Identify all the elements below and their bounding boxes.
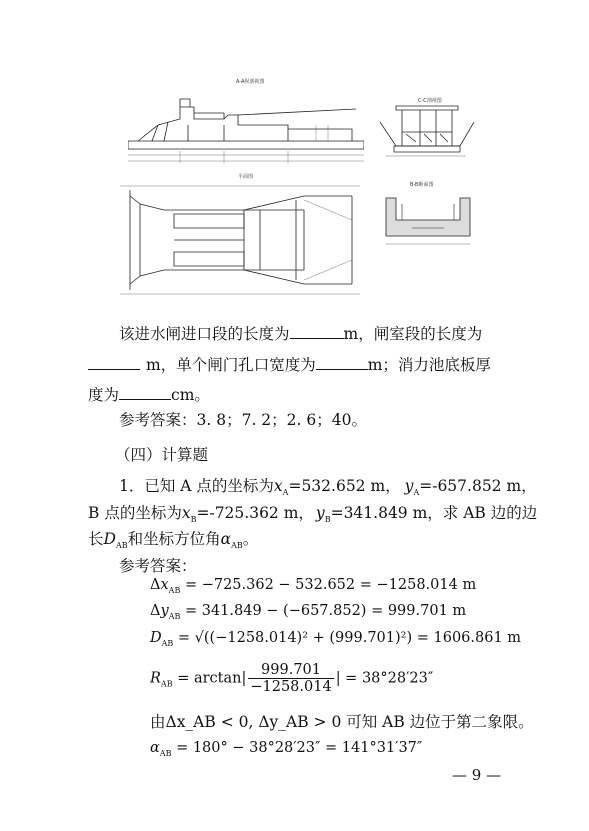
r-fraction: $\frac{999.701}{-1258.014}$ [250, 662, 332, 695]
solution-alpha: $\alpha_{AB} = 180^\circ - 38^\circ 28'23'' = 141^\circ 31'37''$ [150, 740, 423, 758]
drawing-title-plan: 平面图 [238, 174, 254, 180]
section-heading: （四）计算题 [115, 446, 209, 464]
drawing-title-longitudinal: A-A纵剖视图 [236, 79, 265, 85]
solution-quadrant: 由Δx_AB < 0, Δy_AB > 0 可知 AB 边位于第二象限。 [150, 713, 534, 731]
answer-label: 参考答案： [119, 557, 197, 575]
answer-blank-slab-thickness[interactable] [119, 385, 171, 400]
answer-blank-entry-length[interactable] [290, 324, 344, 339]
page-number: — 9 — [452, 766, 502, 784]
solution-dy: $\Delta y_{AB} = 341.849 - (-657.852) = 999.701$ m [150, 603, 467, 621]
section-bb-drawing [382, 190, 474, 250]
drawing-title-section-cc: C-C剖视图 [418, 98, 442, 104]
problem-line-3: 长$D_{AB}$和坐标方位角$\alpha_{AB}$。 [88, 530, 259, 551]
drawing-title-section-bb: B-B断面图 [410, 182, 434, 188]
solution-r: $R_{AB} = \arctan|$ $\frac{999.701}{-1258.014}$ | = 38°28′23″ [150, 662, 434, 695]
question-line-2: m，单个闸门孔口宽度为 m；消力池底板厚 [88, 353, 491, 375]
reference-answer-1: 参考答案：3. 8；7. 2；2. 6；40。 [119, 411, 367, 429]
problem-line-1: 1．已知 A 点的坐标为$x_A=532.652$ m， $y_A=-657.852$ m， [119, 477, 537, 498]
solution-dx: $\Delta x_{AB} = -725.362 - 532.652 = -1258.014$ m [150, 577, 477, 595]
question-line-1: 该进水闸进口段的长度为 m，闸室段的长度为 [119, 325, 483, 343]
answer-blank-gate-width[interactable] [316, 355, 368, 370]
question-line-3: 度为 cm。 [88, 386, 210, 404]
longitudinal-section-drawing [128, 85, 364, 165]
solution-distance: $D_{AB} = √((-1258.014)^2 + (999.701)^2) = 1606.861$ m [150, 630, 522, 648]
answer-blank-chamber-length[interactable] [88, 355, 140, 370]
problem-line-2: B 点的坐标为$x_B=-725.362$ m， $y_B=341.849$ m，求 AB 边的边 [88, 504, 538, 525]
plan-view-drawing [120, 180, 360, 300]
section-cc-drawing [376, 102, 476, 160]
